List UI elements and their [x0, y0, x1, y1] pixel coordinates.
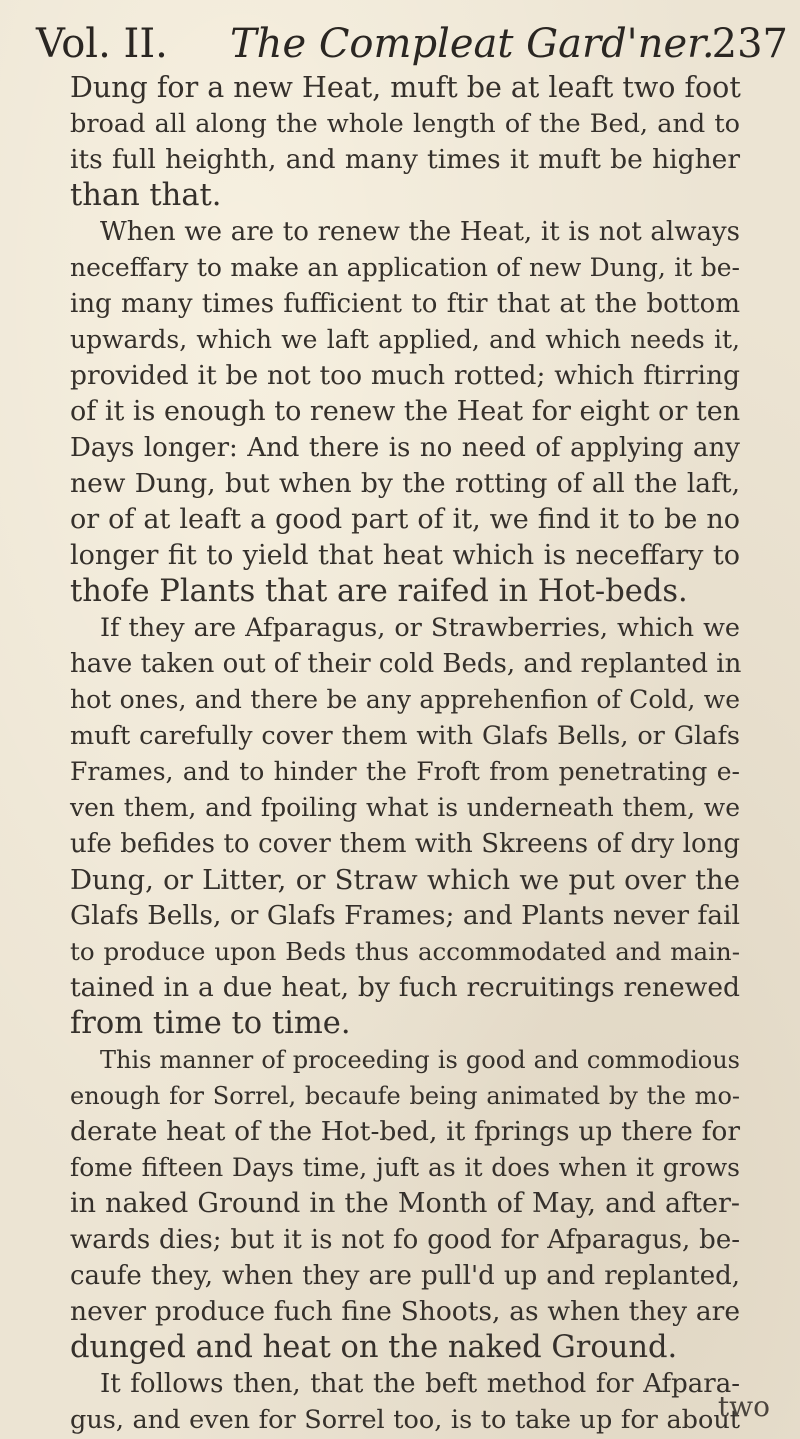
text-line: never produce fuch fine Shoots, as when they are [70, 1296, 740, 1327]
text-line: provided it be not too much rotted; which ftirring [70, 360, 740, 391]
text-line: enough for Sorrel, becaufe being animated by the mo- [70, 1082, 740, 1110]
text-line: new Dung, but when by the rotting of all the laft, [70, 468, 740, 499]
text-line: thofe Plants that are raifed in Hot-beds. [70, 574, 688, 609]
text-line: broad all along the whole length of the Bed, and to [70, 109, 740, 139]
text-line: Dung for a new Heat, muft be at leaft two foot [70, 71, 741, 104]
text-line: derate heat of the Hot-bed, it fprings up there for [70, 1116, 740, 1147]
text-line: Days longer: And there is no need of applying any [70, 433, 740, 463]
catchword: two [717, 1390, 770, 1423]
running-header [36, 14, 788, 74]
text-line: neceffary to make an application of new Dung, it be- [70, 253, 740, 282]
text-line: ven them, and fpoiling what is underneath them, we [70, 793, 740, 822]
text-line: longer fit to yield that heat which is neceffary to [70, 540, 740, 571]
text-line: muft carefully cover them with Glafs Bells, or Glafs [70, 721, 740, 751]
text-line: ufe befides to cover them with Skreens of dry long [70, 829, 740, 859]
page-number: 237 [711, 21, 788, 67]
text-line: Glafs Bells, or Glafs Frames; and Plants never fail [70, 900, 740, 931]
text-line: Dung, or Litter, or Straw which we put over the [70, 864, 740, 896]
text-line: from time to time. [70, 1006, 351, 1041]
text-line: tained in a due heat, by fuch recruitings renewed [70, 972, 740, 1003]
text-line: If they are Afparagus, or Strawberries, which we [100, 613, 740, 643]
text-line: caufe they, when they are pull'd up and replanted, [70, 1261, 740, 1291]
text-line: wards dies; but it is not fo good for Afparagus, be- [70, 1225, 740, 1255]
text-line: its full heighth, and many times it muft be higher [70, 144, 740, 175]
text-line: When we are to renew the Heat, it is not always [100, 217, 740, 247]
text-line: to produce upon Beds thus accommodated and main- [70, 937, 740, 966]
text-line: fome fifteen Days time, juft as it does when it grows [70, 1153, 740, 1182]
text-line: Frames, and to hinder the Froft from penetrating e- [70, 757, 740, 786]
text-line: upwards, which we laft applied, and which needs it, [70, 325, 740, 354]
text-line: have taken out of their cold Beds, and replanted in [70, 649, 742, 679]
text-line: or of at leaft a good part of it, we find it to be no [70, 504, 740, 535]
text-line: of it is enough to renew the Heat for eight or ten [70, 396, 741, 427]
text-line: ing many times fufficient to ftir that at the bottom [70, 289, 740, 319]
text-line: hot ones, and there be any apprehenfion of Cold, we [70, 685, 740, 714]
text-line: gus, and even for Sorrel too, is to take up for about [70, 1405, 740, 1435]
text-line: in naked Ground in the Month of May, and after- [70, 1188, 740, 1219]
text-line: than that. [70, 178, 222, 213]
running-title: The Compleat Gard'ner. [230, 21, 715, 67]
volume-label: Vol. II. [36, 21, 168, 67]
text-line: It follows then, that the beft method for Afpara- [100, 1369, 740, 1399]
text-line: This manner of proceeding is good and commodious [100, 1046, 740, 1074]
text-line: dunged and heat on the naked Ground. [70, 1330, 678, 1365]
